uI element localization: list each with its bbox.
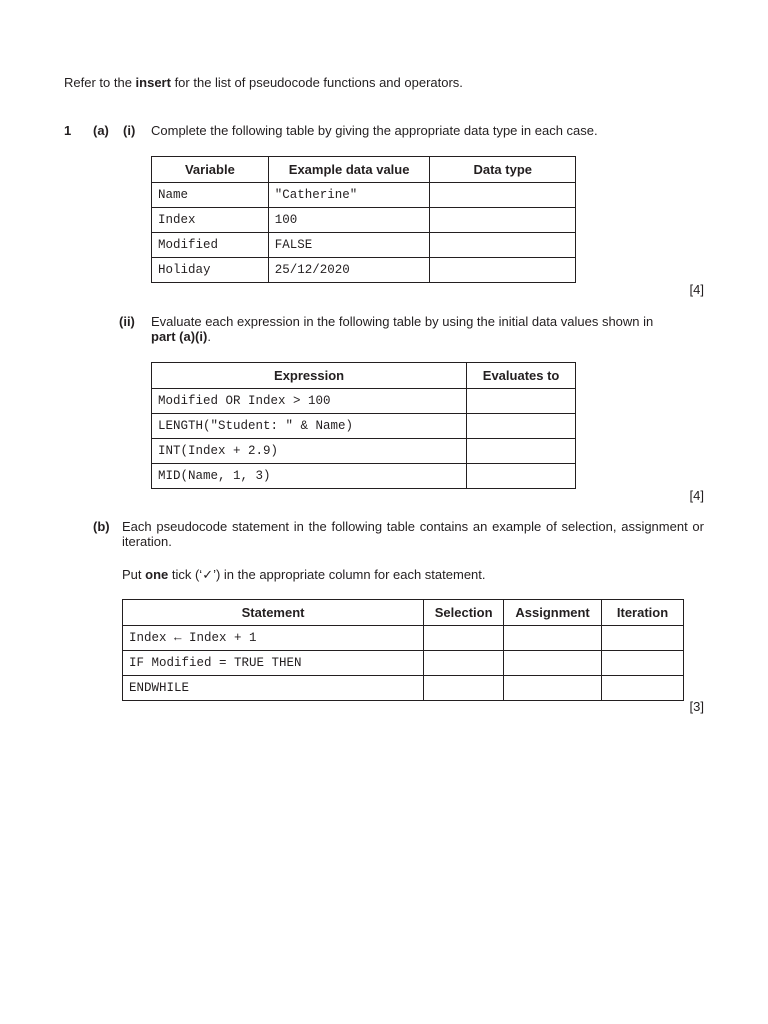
table-row: [152, 208, 576, 233]
table-row: [152, 414, 576, 439]
variable-cell: Name: [152, 183, 269, 208]
header-variable: Variable: [152, 157, 269, 183]
statement-tick-table: [122, 599, 684, 701]
table-header-row: [152, 157, 576, 183]
part-b-instruction: [122, 567, 486, 583]
part-reference-end: .: [207, 329, 211, 344]
table-header-row: [152, 363, 576, 389]
intro-insert-bold: insert: [135, 75, 171, 90]
part-a-ii-text: Evaluate each expression in the following table by using the initial data values shown in: [151, 314, 654, 329]
mark-allocation-a-i: [4]: [689, 282, 704, 297]
header-example-value: Example data value: [268, 157, 430, 183]
header-assignment: Assignment: [504, 600, 602, 626]
example-value-cell: FALSE: [268, 233, 430, 258]
answer-cell[interactable]: [430, 233, 576, 258]
table-row: [152, 464, 576, 489]
mark-allocation-a-ii: [4]: [689, 488, 704, 503]
header-evaluates-to: Evaluates to: [467, 363, 576, 389]
part-b-text: Each pseudocode statement in the following table contains an example of selection, assignment or iteration.: [122, 519, 704, 549]
iteration-tick-cell[interactable]: [602, 676, 684, 701]
table-row: [123, 626, 684, 651]
header-iteration: Iteration: [602, 600, 684, 626]
iteration-tick-cell[interactable]: [602, 626, 684, 651]
answer-cell[interactable]: [467, 389, 576, 414]
header-expression: Expression: [152, 363, 467, 389]
selection-tick-cell[interactable]: [424, 676, 504, 701]
expression-cell: MID(Name, 1, 3): [152, 464, 467, 489]
answer-cell[interactable]: [467, 414, 576, 439]
part-b-label: (b): [93, 519, 110, 534]
answer-cell[interactable]: [467, 464, 576, 489]
variable-cell: Holiday: [152, 258, 269, 283]
table-row: [152, 389, 576, 414]
part-a-label: (a): [93, 123, 109, 138]
assignment-tick-cell[interactable]: [504, 676, 602, 701]
expression-cell: Modified OR Index > 100: [152, 389, 467, 414]
assignment-tick-cell[interactable]: [504, 651, 602, 676]
data-type-table: [151, 156, 576, 283]
mark-allocation-b: [3]: [689, 699, 704, 714]
header-statement: Statement: [123, 600, 424, 626]
intro-line: [64, 75, 463, 90]
variable-cell: Index: [152, 208, 269, 233]
table-row: [123, 676, 684, 701]
table-row: [152, 183, 576, 208]
table-row: [152, 439, 576, 464]
part-a-ii-label: (ii): [119, 314, 135, 329]
expression-cell: LENGTH("Student: " & Name): [152, 414, 467, 439]
table-row: [152, 258, 576, 283]
part-reference-bold: part (a)(i): [151, 329, 208, 344]
expression-table: [151, 362, 576, 489]
iteration-tick-cell[interactable]: [602, 651, 684, 676]
statement-cell: Index ← Index + 1: [123, 626, 424, 651]
table-row: [152, 233, 576, 258]
example-value-cell: 25/12/2020: [268, 258, 430, 283]
part-a-i-text: Complete the following table by giving the appropriate data type in each case.: [151, 123, 598, 138]
instruction-one-bold: one: [145, 567, 169, 582]
header-selection: Selection: [424, 600, 504, 626]
intro-text-after: for the list of pseudocode functions and operators.: [170, 75, 463, 90]
instruction-before: Put: [122, 567, 146, 582]
statement-cell: IF Modified = TRUE THEN: [123, 651, 424, 676]
question-number: 1: [64, 123, 72, 138]
header-data-type: Data type: [430, 157, 576, 183]
selection-tick-cell[interactable]: [424, 626, 504, 651]
selection-tick-cell[interactable]: [424, 651, 504, 676]
answer-cell[interactable]: [467, 439, 576, 464]
answer-cell[interactable]: [430, 183, 576, 208]
example-value-cell: 100: [268, 208, 430, 233]
example-value-cell: "Catherine": [268, 183, 430, 208]
assignment-tick-cell[interactable]: [504, 626, 602, 651]
instruction-after: tick (‘✓’) in the appropriate column for each statement.: [168, 567, 486, 582]
part-a-i-label: (i): [123, 123, 136, 138]
statement-cell: ENDWHILE: [123, 676, 424, 701]
answer-cell[interactable]: [430, 258, 576, 283]
answer-cell[interactable]: [430, 208, 576, 233]
variable-cell: Modified: [152, 233, 269, 258]
intro-text-before: Refer to the: [64, 75, 136, 90]
table-row: [123, 651, 684, 676]
table-header-row: [123, 600, 684, 626]
expression-cell: INT(Index + 2.9): [152, 439, 467, 464]
part-a-ii-reference: [151, 329, 211, 344]
